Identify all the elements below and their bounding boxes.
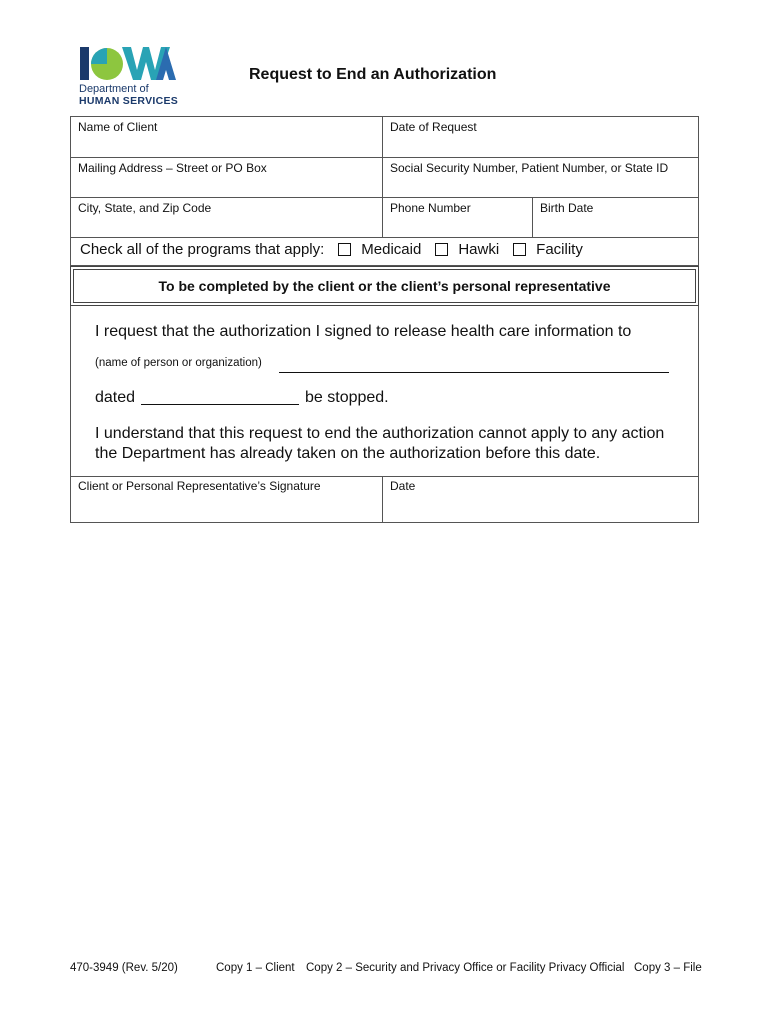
medicaid-label: Medicaid: [361, 241, 422, 258]
facility-checkbox[interactable]: [513, 243, 526, 256]
client-info-grid: [70, 116, 699, 238]
name-of-client-label: Name of Client: [78, 120, 158, 134]
city-state-zip-field[interactable]: [71, 198, 382, 237]
programs-label: Check all of the programs that apply:: [80, 241, 325, 258]
signature-date-label: Date: [390, 479, 416, 493]
hawki-label: Hawki: [458, 241, 500, 258]
facility-label: Facility: [536, 241, 583, 258]
signature-field[interactable]: [71, 477, 382, 522]
authorization-date-line[interactable]: [141, 404, 299, 405]
birth-date-field[interactable]: [532, 198, 698, 237]
name-of-organization-hint: (name of person or organization): [95, 357, 262, 369]
logo-department-text: Department of: [79, 83, 149, 95]
dated-label: dated: [95, 389, 136, 406]
copy3-text: Copy 3 – File: [634, 962, 702, 974]
ssn-label: Social Security Number, Patient Number, or State ID: [390, 161, 669, 175]
form-title: Request to End an Authorization: [249, 66, 497, 83]
signature-label: Client or Personal Representative’s Signature: [78, 479, 321, 493]
programs-row: [70, 234, 699, 266]
signature-date-field[interactable]: [382, 477, 698, 522]
request-section: [70, 306, 699, 476]
ssn-field[interactable]: [382, 158, 698, 197]
birth-date-label: Birth Date: [540, 201, 594, 215]
phone-number-label: Phone Number: [390, 201, 471, 215]
date-of-request-field[interactable]: [382, 117, 698, 157]
logo-human-services-text: HUMAN SERVICES: [79, 95, 179, 107]
form-number: 470-3949 (Rev. 5/20): [70, 962, 178, 974]
name-of-client-field[interactable]: [71, 117, 382, 157]
iowa-wordmark-graphic: [78, 44, 178, 82]
city-state-zip-label: City, State, and Zip Code: [78, 201, 212, 215]
understanding-statement: I understand that this request to end the authorization cannot apply to any action the Department has already taken on the authorization before this date.: [95, 425, 665, 462]
copy2-text: Copy 2 – Security and Privacy Office or Facility Privacy Official: [306, 962, 625, 974]
phone-number-field[interactable]: [382, 198, 532, 237]
section-banner: [70, 266, 699, 306]
mailing-address-label: Mailing Address – Street or PO Box: [78, 161, 267, 175]
date-of-request-label: Date of Request: [390, 120, 477, 134]
hawki-checkbox[interactable]: [435, 243, 448, 256]
organization-name-line[interactable]: [279, 372, 669, 373]
medicaid-checkbox[interactable]: [338, 243, 351, 256]
copy1-text: Copy 1 – Client: [216, 962, 295, 974]
section-banner-text: To be completed by the client or the client’s personal representative: [73, 269, 696, 303]
request-statement: I request that the authorization I signed to release health care information to: [95, 323, 632, 340]
mailing-address-field[interactable]: [71, 158, 382, 197]
signature-row: [70, 476, 699, 523]
be-stopped-text: be stopped.: [305, 389, 389, 406]
